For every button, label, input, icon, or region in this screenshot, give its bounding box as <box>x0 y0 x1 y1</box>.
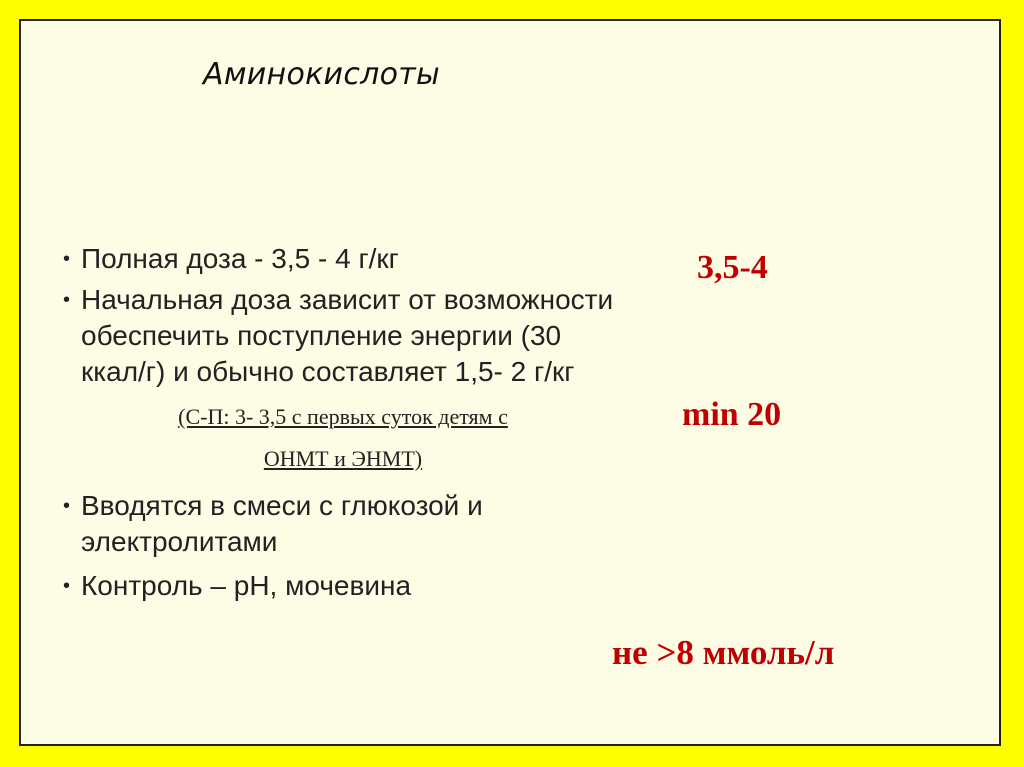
bullet-list <box>63 241 623 604</box>
bullet-full-dose: • Полная доза - 3,5 - 4 г/кг <box>63 241 623 277</box>
note-line-2: ОНМТ и ЭНМТ) <box>263 446 423 471</box>
bullet-initial-dose: • Начальная доза зависит от возможности обеспечить поступление энергии (30 ккал/г) и обычно составляет 1,5- 2 г/кг <box>63 282 623 390</box>
slide-frame <box>19 19 1001 746</box>
slide-title: Аминокислоты <box>203 57 441 92</box>
side-value-limit: не >8 ммоль/л <box>612 633 835 672</box>
note-line-1: (С-П: 3- 3,5 с первых суток детям с <box>178 404 508 429</box>
side-value-dose: 3,5-4 <box>697 249 768 286</box>
bullet-mixture: • Вводятся в смеси с глюкозой и электролитами <box>63 488 623 560</box>
bullet-control: • Контроль – pH, мочевина <box>63 568 623 604</box>
side-value-min: min 20 <box>682 396 782 433</box>
